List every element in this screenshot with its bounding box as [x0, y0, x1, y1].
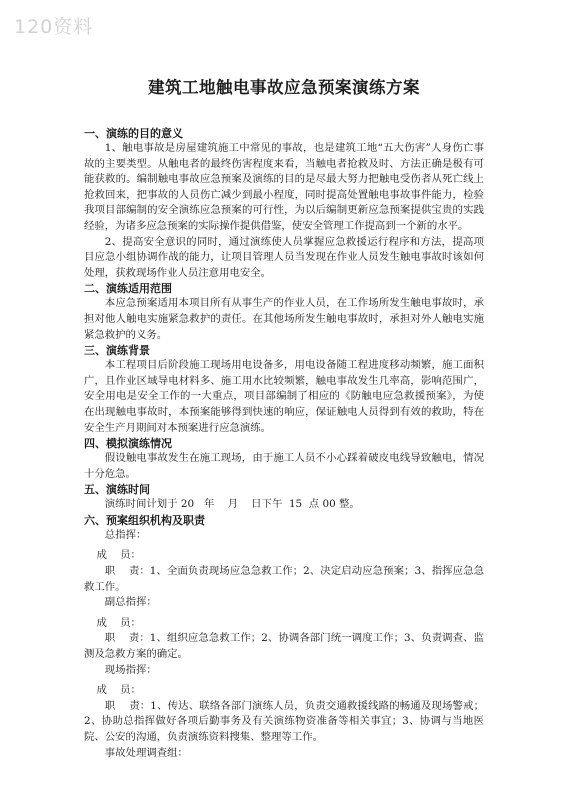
section-time — [84, 482, 484, 513]
section-heading: 三、演练背景 — [84, 344, 150, 358]
section-scope — [84, 281, 484, 343]
paragraph: 演练时间计划于 20 年 月 日下午 15 点 00 整。 — [104, 498, 360, 511]
section-heading: 一、演练的目的意义 — [84, 127, 183, 140]
role-investigation-team: 事故处理调查组： — [104, 746, 188, 759]
paragraph: 2、提高安全意识的同时，通过演练使人员掌握应急救援运行程序和方法，提高项目应急小组协调作战的能力，让项目管理人员当发现在作业人员发生触电事故时该如何处理，获救现场作业人员注意用电安全。 — [84, 235, 484, 279]
paragraph: 本工程项目后阶段施工现场用电设备多，用电设备随工程进度移动频繁，施工面积广，且作业区域导电材料多、施工用水比较频繁，触电事故发生几率高，影响范围广，安全用电是安全工作的一大重点，项目部编制了相应的《防触电应急救援预案》，为使在出现触电事故时，本预案能够得到快速的响应，保证触电人员得到有效的救助，特在安全生产月期间对本预案进行应急演练。 — [84, 359, 484, 434]
section-purpose — [84, 126, 484, 281]
section-heading: 四、模拟演练情况 — [84, 437, 172, 451]
role-members: 成 员： — [96, 684, 141, 697]
section-background — [84, 343, 484, 436]
section-scenario — [84, 436, 484, 482]
document-page — [84, 74, 484, 761]
section-heading: 六、预案组织机构及职责 — [84, 513, 205, 527]
paragraph: 本应急预案适用本项目所有从事生产的作业人员，在工作场所发生触电事故时，承担对他人触电实施紧急救护的责任。在其他场所发生触电事故时，承担对外人触电实施紧急救护的义务。 — [84, 297, 484, 341]
role-members: 成 员： — [96, 616, 141, 629]
role-members: 成 员： — [96, 549, 141, 562]
role-duties: 职 责：1、组织应急急救工作；2、协调各部门统一调度工作；3、负责调查、监测及急救方案的确定。 — [84, 632, 484, 661]
role-duties: 职 责：1、传达、联络各部门演练人员，负责交通救援线路的畅通及现场警戒；2、协助总指挥做好各项后勤事务及有关演练物资准备等相关事宜；3、协调与当地医院、公安的沟通，负责演练资料搜集、整理等工作。 — [84, 699, 484, 743]
section-organization — [84, 513, 484, 761]
section-heading: 二、演练适用范围 — [84, 282, 172, 296]
paragraph: 1、触电事故是房屋建筑施工中常见的事故，也是建筑工地“五大伤害”人身伤亡事故的主要类型。从触电者的最终伤害程度来看，当触电者抢救及时、方法正确是极有可能获救的。编制触电事故应急预案及演练的目的是尽最大努力把触电受伤者从死亡线上抢救回来，把事故的人员伤亡减少到最小程度，同时提高处置触电事故事件能力，检验我项目部编制的安全演练应急预案的可行性，为以后编制更新应急预案提供宝贵的实践经验，为诸多应急预案的实际操作提供借鉴，使安全管理工作提高到一个新的水平。 — [84, 142, 484, 232]
section-heading: 五、演练时间 — [84, 483, 150, 497]
document-title: 建筑工地触电事故应急预案演练方案 — [148, 78, 420, 97]
role-commander: 总指挥： — [104, 528, 147, 541]
role-deputy-commander: 副总指挥： — [104, 596, 157, 609]
paragraph: 假设触电事故发生在施工现场，由于施工人员不小心踩着破皮电线导致触电，情况十分危急。 — [84, 452, 484, 480]
watermark: 120资料 — [14, 16, 94, 38]
role-duties: 职 责：1、全面负责现场应急急救工作；2、决定启动应急预案；3、指挥应急急救工作。 — [84, 565, 484, 593]
role-site-commander: 现场指挥： — [104, 663, 157, 676]
